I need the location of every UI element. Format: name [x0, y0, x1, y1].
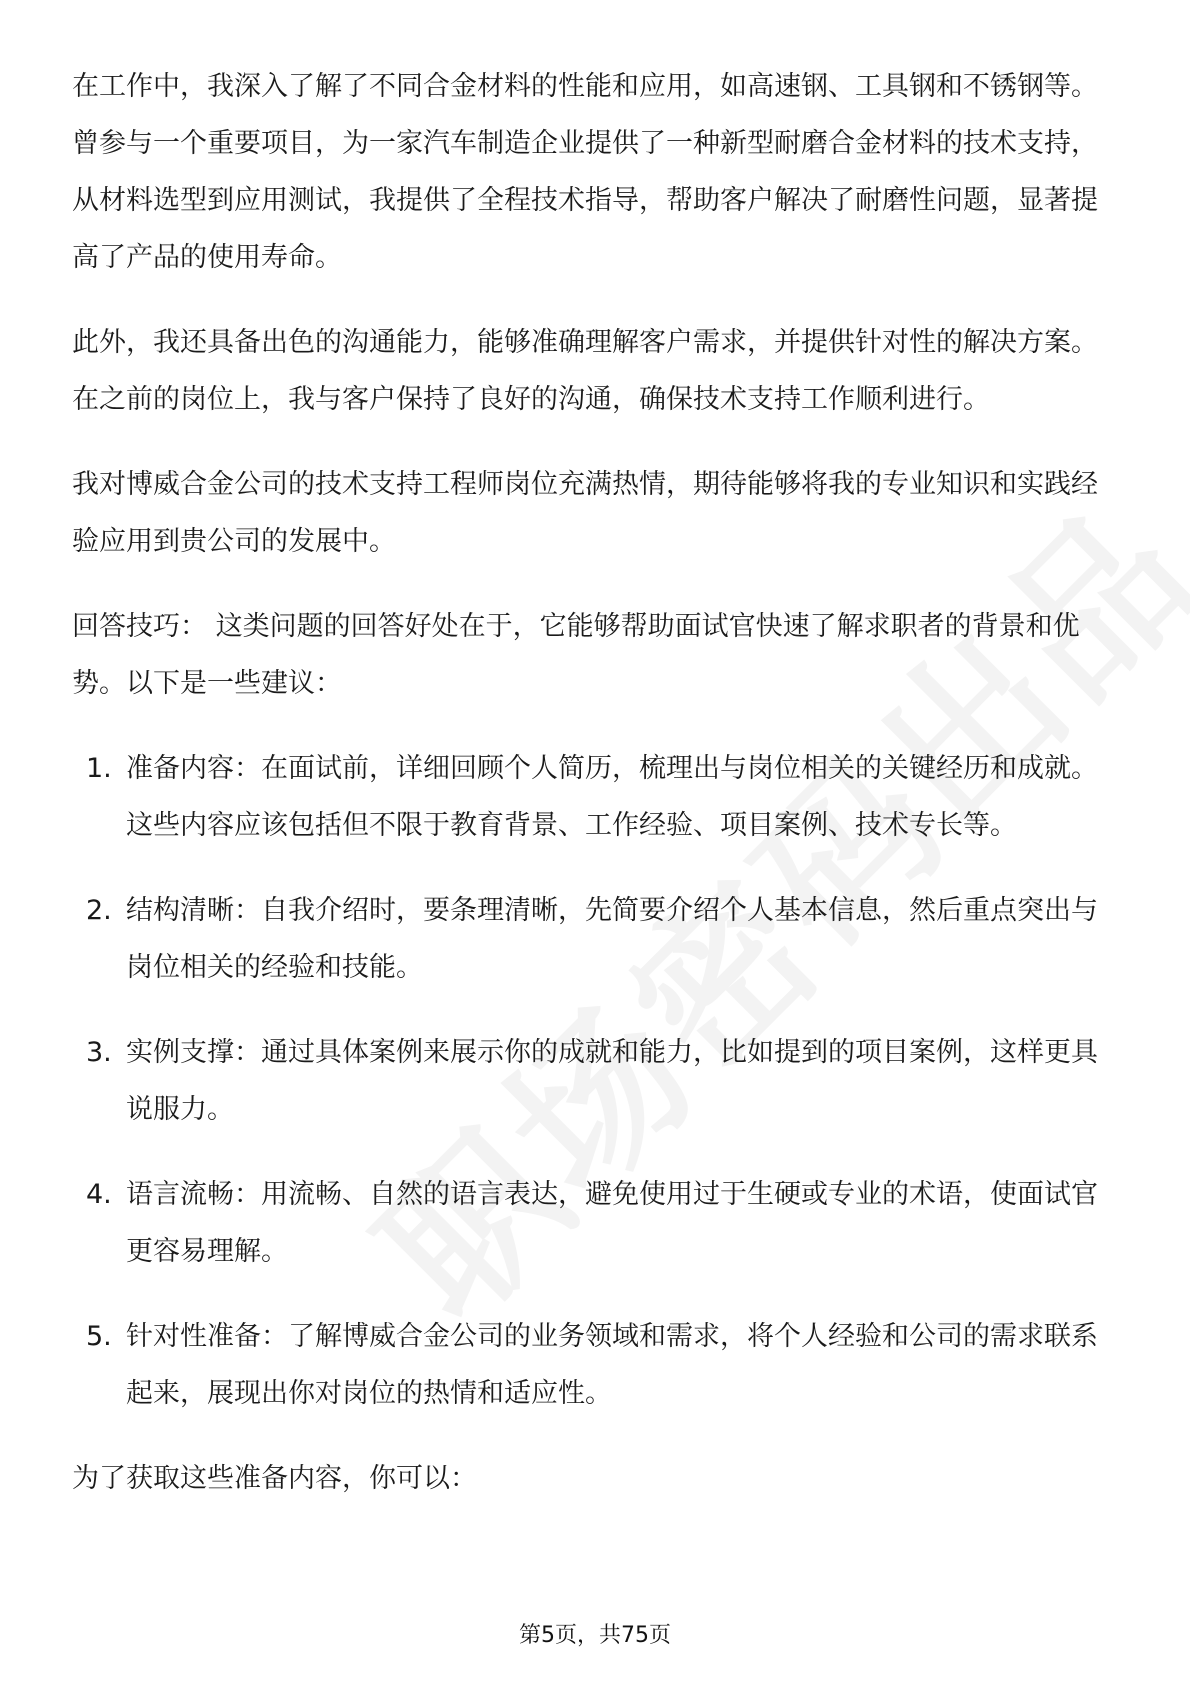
page-footer: 第5页，共75页 [519, 1623, 671, 1648]
list-item [72, 1024, 1122, 1138]
list-item [72, 1166, 1122, 1280]
list-text: 结构清晰：自我介绍时，要条理清晰，先简要介绍个人基本信息，然后重点突出与岗位相关的经验和技能。 [126, 895, 1098, 983]
tips-list [72, 740, 1122, 1422]
list-number: 3. [86, 1037, 112, 1068]
closing-paragraph: 为了获取这些准备内容，你可以： [72, 1463, 477, 1494]
paragraph: 我对博威合金公司的技术支持工程师岗位充满热情，期待能够将我的专业知识和实践经验应用到贵公司的发展中。 [72, 469, 1098, 557]
paragraph: 在工作中，我深入了解了不同合金材料的性能和应用，如高速钢、工具钢和不锈钢等。曾参与一个重要项目，为一家汽车制造企业提供了一种新型耐磨合金材料的技术支持，从材料选型到应用测试，我提供了全程技术指导，帮助客户解决了耐磨性问题，显著提高了产品的使用寿命。 [72, 71, 1098, 273]
list-item [72, 1308, 1122, 1422]
list-number: 5. [86, 1321, 112, 1352]
list-number: 2. [86, 895, 112, 926]
list-text: 针对性准备：了解博威合金公司的业务领域和需求，将个人经验和公司的需求联系起来，展现出你对岗位的热情和适应性。 [126, 1321, 1098, 1409]
paragraph: 此外，我还具备出色的沟通能力，能够准确理解客户需求，并提供针对性的解决方案。在之前的岗位上，我与客户保持了良好的沟通，确保技术支持工作顺利进行。 [72, 327, 1098, 415]
list-text: 实例支撑：通过具体案例来展示你的成就和能力，比如提到的项目案例，这样更具说服力。 [126, 1037, 1098, 1125]
page-content [72, 58, 1122, 1535]
list-item [72, 882, 1122, 996]
list-number: 4. [86, 1179, 112, 1210]
list-text: 语言流畅：用流畅、自然的语言表达，避免使用过于生硬或专业的术语，使面试官更容易理解。 [126, 1179, 1098, 1267]
paragraph-answer-tips: 回答技巧： 这类问题的回答好处在于，它能够帮助面试官快速了解求职者的背景和优势。以下是一些建议： [72, 611, 1080, 699]
list-text: 准备内容：在面试前，详细回顾个人简历，梳理出与岗位相关的关键经历和成就。这些内容应该包括但不限于教育背景、工作经验、项目案例、技术专长等。 [126, 753, 1098, 841]
list-number: 1. [86, 753, 112, 784]
list-item [72, 740, 1122, 854]
